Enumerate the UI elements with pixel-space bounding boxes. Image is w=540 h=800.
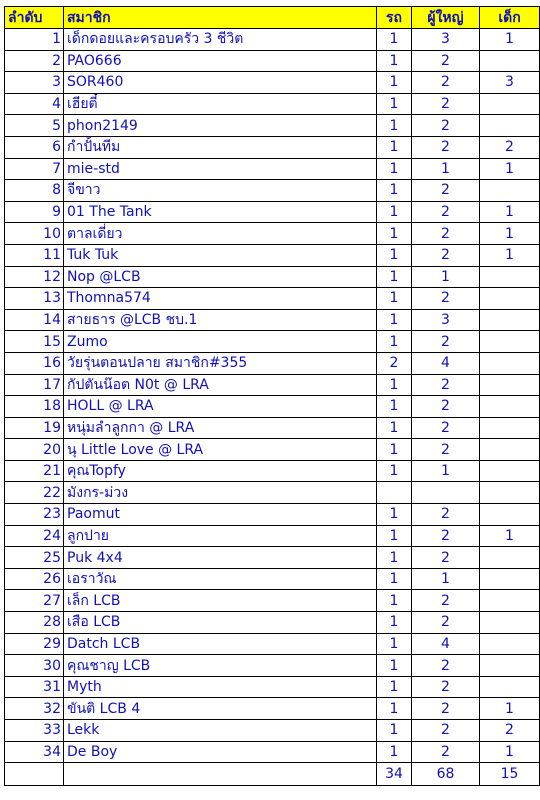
car-count: 1 [377,525,412,547]
row-number: 15 [5,331,64,353]
table-row [5,223,540,245]
table-row [5,439,540,461]
member-name: Tuk Tuk [64,244,377,266]
child-count: 2 [480,136,540,158]
member-name: HOLL @ LRA [64,396,377,418]
table-row [5,180,540,202]
table-row [5,655,540,677]
member-name: เด็กดอยและครอบครัว 3 ชีวิต [64,29,377,51]
row-number: 5 [5,115,64,137]
adult-count: 2 [412,676,480,698]
table-row [5,547,540,569]
child-count [480,547,540,569]
adult-count [412,482,480,504]
adult-count: 2 [412,136,480,158]
adult-count: 3 [412,309,480,331]
child-count: 1 [480,223,540,245]
row-number: 8 [5,180,64,202]
adult-count: 2 [412,72,480,94]
car-count: 1 [377,568,412,590]
adult-count: 2 [412,547,480,569]
row-number: 21 [5,460,64,482]
car-count: 1 [377,374,412,396]
car-count: 1 [377,741,412,763]
car-count: 1 [377,417,412,439]
adult-count: 1 [412,460,480,482]
member-name: กำปั้นทีม [64,136,377,158]
member-name: PAO666 [64,50,377,72]
child-count: 2 [480,720,540,742]
adult-count: 2 [412,525,480,547]
child-count [480,374,540,396]
adult-count: 2 [412,439,480,461]
header-adults: ผู้ใหญ่ [412,7,480,29]
member-name: จีขาว [64,180,377,202]
adult-count: 2 [412,93,480,115]
adult-count: 2 [412,331,480,353]
child-count: 1 [480,158,540,180]
row-number: 1 [5,29,64,51]
adult-count: 2 [412,201,480,223]
car-count: 1 [377,460,412,482]
adult-count: 2 [412,612,480,634]
car-count: 1 [377,180,412,202]
adult-count: 1 [412,266,480,288]
header-number: ลำดับ [5,7,64,29]
row-number: 12 [5,266,64,288]
member-name: ตาลเดี่ยว [64,223,377,245]
adult-count: 1 [412,158,480,180]
car-count: 1 [377,676,412,698]
member-name: Datch LCB [64,633,377,655]
table-row [5,396,540,418]
child-count [480,309,540,331]
child-count: 1 [480,698,540,720]
member-name: วัยรุ่นตอนปลาย สมาชิก#355 [64,352,377,374]
member-name: Lekk [64,720,377,742]
member-name: เอราวัณ [64,568,377,590]
car-count: 1 [377,93,412,115]
car-count: 2 [377,352,412,374]
member-name: มังกร-ม่วง [64,482,377,504]
table-row [5,741,540,763]
row-number: 20 [5,439,64,461]
child-count [480,331,540,353]
adult-count: 2 [412,374,480,396]
row-number: 28 [5,612,64,634]
member-name: นุ Little Love @ LRA [64,439,377,461]
table-row [5,698,540,720]
row-number: 7 [5,158,64,180]
member-name: De Boy [64,741,377,763]
adult-count: 2 [412,698,480,720]
table-row [5,266,540,288]
child-count [480,396,540,418]
car-count: 1 [377,612,412,634]
car-count: 1 [377,158,412,180]
child-count [480,460,540,482]
car-count: 1 [377,439,412,461]
adult-count: 1 [412,568,480,590]
row-number: 11 [5,244,64,266]
member-name: SOR460 [64,72,377,94]
car-count: 1 [377,136,412,158]
table-row [5,201,540,223]
child-count: 1 [480,201,540,223]
row-number: 30 [5,655,64,677]
table-row [5,676,540,698]
row-number: 26 [5,568,64,590]
row-number: 18 [5,396,64,418]
child-count [480,288,540,310]
adult-count: 2 [412,180,480,202]
car-count: 1 [377,720,412,742]
table-row [5,309,540,331]
member-name: Myth [64,676,377,698]
child-count [480,352,540,374]
child-count [480,504,540,526]
child-count [480,93,540,115]
row-number: 9 [5,201,64,223]
car-count: 1 [377,504,412,526]
table-row [5,93,540,115]
header-row [5,7,540,29]
total-cars: 34 [377,763,412,786]
row-number: 4 [5,93,64,115]
member-name: phon2149 [64,115,377,137]
car-count: 1 [377,590,412,612]
car-count: 1 [377,201,412,223]
car-count: 1 [377,288,412,310]
adult-count: 4 [412,352,480,374]
child-count [480,676,540,698]
row-number: 23 [5,504,64,526]
row-number: 34 [5,741,64,763]
row-number: 22 [5,482,64,504]
row-number: 17 [5,374,64,396]
child-count [480,633,540,655]
adult-count: 2 [412,50,480,72]
table-row [5,612,540,634]
table-row [5,590,540,612]
child-count [480,50,540,72]
table-row [5,244,540,266]
table-row [5,136,540,158]
car-count: 1 [377,633,412,655]
member-name: กัปตันน๊อต N0t @ LRA [64,374,377,396]
member-name: Thomna574 [64,288,377,310]
member-table [4,6,540,786]
member-name: ขันติ LCB 4 [64,698,377,720]
member-name: คุณชาญ LCB [64,655,377,677]
header-member: สมาชิก [64,7,377,29]
adult-count: 2 [412,223,480,245]
member-name: คุณTopfy [64,460,377,482]
row-number: 31 [5,676,64,698]
table-row [5,352,540,374]
table-row [5,331,540,353]
car-count: 1 [377,72,412,94]
member-name: เฮียตี๋ [64,93,377,115]
adult-count: 4 [412,633,480,655]
child-count [480,417,540,439]
table-row [5,482,540,504]
member-name: mie-std [64,158,377,180]
member-name: เล็ก LCB [64,590,377,612]
car-count: 1 [377,547,412,569]
table-row [5,633,540,655]
child-count [480,655,540,677]
child-count [480,590,540,612]
car-count: 1 [377,115,412,137]
adult-count: 2 [412,655,480,677]
member-rows [5,29,540,763]
row-number: 2 [5,50,64,72]
child-count: 1 [480,244,540,266]
member-name: เสือ LCB [64,612,377,634]
row-number: 14 [5,309,64,331]
car-count: 1 [377,331,412,353]
row-number: 27 [5,590,64,612]
row-number: 24 [5,525,64,547]
child-count: 1 [480,525,540,547]
member-name: สายธาร @LCB ชบ.1 [64,309,377,331]
row-number: 32 [5,698,64,720]
table-row [5,374,540,396]
car-count: 1 [377,266,412,288]
child-count: 1 [480,29,540,51]
car-count: 1 [377,223,412,245]
header-cars: รถ [377,7,412,29]
table-row [5,525,540,547]
child-count [480,439,540,461]
table-row [5,417,540,439]
car-count: 1 [377,50,412,72]
row-number: 6 [5,136,64,158]
car-count: 1 [377,396,412,418]
car-count [377,482,412,504]
row-number: 19 [5,417,64,439]
table-row [5,288,540,310]
member-name: 01 The Tank [64,201,377,223]
adult-count: 2 [412,417,480,439]
member-name: ลูกปาย [64,525,377,547]
car-count: 1 [377,244,412,266]
table-row [5,158,540,180]
car-count: 1 [377,698,412,720]
total-children: 15 [480,763,540,786]
totals-row [5,763,540,786]
table-row [5,460,540,482]
row-number: 33 [5,720,64,742]
table-row [5,72,540,94]
row-number: 13 [5,288,64,310]
row-number: 29 [5,633,64,655]
child-count [480,266,540,288]
table-row [5,50,540,72]
member-name: Nop @LCB [64,266,377,288]
child-count: 3 [480,72,540,94]
totals-blank-number [5,763,64,786]
member-name: Puk 4x4 [64,547,377,569]
adult-count: 2 [412,115,480,137]
child-count [480,180,540,202]
car-count: 1 [377,29,412,51]
member-name: Paomut [64,504,377,526]
car-count: 1 [377,309,412,331]
adult-count: 2 [412,741,480,763]
table-row [5,504,540,526]
adult-count: 3 [412,29,480,51]
table-row [5,568,540,590]
adult-count: 2 [412,244,480,266]
totals-blank-member [64,763,377,786]
child-count [480,568,540,590]
child-count [480,482,540,504]
adult-count: 2 [412,396,480,418]
row-number: 10 [5,223,64,245]
row-number: 16 [5,352,64,374]
adult-count: 2 [412,504,480,526]
row-number: 25 [5,547,64,569]
table-row [5,115,540,137]
header-children: เด็ก [480,7,540,29]
member-name: Zumo [64,331,377,353]
child-count [480,115,540,137]
child-count [480,612,540,634]
row-number: 3 [5,72,64,94]
member-name: หนุ่มลำลูกกา @ LRA [64,417,377,439]
child-count: 1 [480,741,540,763]
table-row [5,29,540,51]
adult-count: 2 [412,720,480,742]
total-adults: 68 [412,763,480,786]
table-row [5,720,540,742]
car-count: 1 [377,655,412,677]
adult-count: 2 [412,288,480,310]
adult-count: 2 [412,590,480,612]
